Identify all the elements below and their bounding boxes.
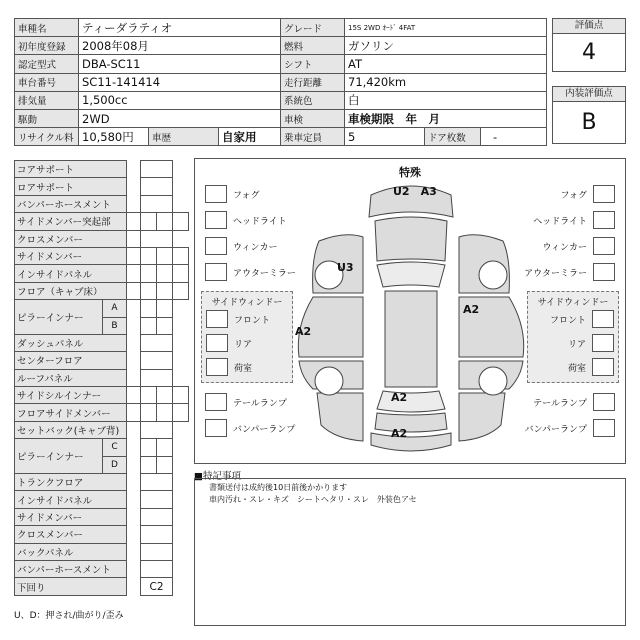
- right-bumper-lamp: バンパーランプ: [525, 419, 615, 437]
- part-label: フロア（キャブ床）: [15, 282, 127, 299]
- car-roof: [385, 291, 437, 387]
- left-bumper-lamp-checkbox[interactable]: [205, 419, 227, 437]
- part-sub-label: B: [103, 317, 127, 334]
- part-label: セットバック(キャブ背): [15, 421, 127, 438]
- part-check-cell[interactable]: [173, 387, 189, 404]
- part-check-cell[interactable]: [173, 247, 189, 264]
- left-winker-checkbox[interactable]: [205, 237, 227, 255]
- parts-row: [15, 195, 189, 212]
- part-check-cell[interactable]: [157, 404, 173, 421]
- part-label: サイドメンバー突起部: [15, 213, 127, 230]
- parts-row: [15, 230, 189, 247]
- parts-row: [15, 369, 189, 386]
- part-check-cell[interactable]: [141, 195, 173, 212]
- part-check-cell[interactable]: [141, 560, 173, 577]
- notes-line-2: 車内汚れ・スレ・キズ シートヘタリ・スレ 外装色アセ: [209, 495, 417, 504]
- label-recycle-fee: リサイクル料: [15, 128, 79, 146]
- part-check-cell[interactable]: [157, 300, 173, 317]
- right-fog-checkbox[interactable]: [593, 185, 615, 203]
- interior-score-label: 内装評価点: [553, 87, 625, 102]
- right-outer-mirror: アウターミラー: [524, 263, 615, 281]
- parts-row: [15, 300, 189, 317]
- value-shift: AT: [345, 55, 547, 73]
- right-bumper-lamp-checkbox[interactable]: [593, 419, 615, 437]
- part-label: サイドメンバー: [15, 247, 127, 264]
- parts-row: [15, 439, 189, 456]
- value-recycle-fee: 10,580円: [79, 128, 149, 146]
- part-sub-label: C: [103, 439, 127, 456]
- right-window-cargo-checkbox[interactable]: [592, 358, 614, 376]
- value-capacity: 5: [345, 128, 425, 146]
- label-fuel: 燃料: [281, 37, 345, 55]
- left-window-front-label: フロント: [234, 315, 271, 326]
- car-right-quarter: [459, 393, 505, 441]
- vehicle-info-table: [14, 18, 547, 146]
- part-label: サイドシルインナー: [15, 387, 127, 404]
- part-check-cell[interactable]: [173, 404, 189, 421]
- parts-row: [15, 334, 189, 351]
- part-check-cell[interactable]: [141, 508, 173, 525]
- left-headlight: ヘッドライト: [205, 211, 287, 229]
- overall-score-value: 4: [582, 40, 596, 65]
- part-check-cell[interactable]: [173, 282, 189, 299]
- car-left-quarter: [317, 393, 363, 441]
- value-drive: 2WD: [79, 109, 281, 127]
- parts-row: [15, 578, 189, 595]
- value-model-code: DBA-SC11: [79, 55, 281, 73]
- right-tail-lamp-checkbox[interactable]: [593, 393, 615, 411]
- part-check-cell[interactable]: [127, 265, 141, 282]
- part-label: ピラーインナー: [15, 300, 103, 335]
- label-chassis-number: 車台番号: [15, 73, 79, 91]
- part-label: トランクフロア: [15, 474, 127, 491]
- parts-row: [15, 265, 189, 282]
- damage-rear-lower: A2: [391, 427, 408, 440]
- parts-row: [15, 491, 189, 508]
- parts-row: [15, 543, 189, 560]
- part-check-cell[interactable]: [127, 247, 141, 264]
- overall-score-label: 評価点: [553, 19, 625, 34]
- left-winker: ウィンカー: [205, 237, 277, 255]
- right-side-window-title: サイドウィンドー: [537, 298, 609, 308]
- damage-front-top: U2 A3: [393, 185, 437, 198]
- part-label: ロアサポート: [15, 178, 127, 195]
- right-fog: フォグ: [560, 185, 615, 203]
- left-fog-checkbox[interactable]: [205, 185, 227, 203]
- label-inspection: 車検: [281, 109, 345, 127]
- right-tail-lamp: テールランプ: [533, 393, 615, 411]
- car-rear-window: [377, 391, 445, 412]
- parts-row: [15, 421, 189, 438]
- left-window-rear-checkbox[interactable]: [206, 334, 228, 352]
- value-inspection: 車検期限 年 月: [345, 109, 547, 127]
- label-model-name: 車種名: [15, 19, 79, 37]
- left-fog: フォグ: [205, 185, 260, 203]
- part-label: ダッシュパネル: [15, 334, 127, 351]
- label-model-code: 認定型式: [15, 55, 79, 73]
- value-grade: 15S 2WD ｵｰﾄﾞ 4FAT: [345, 19, 547, 37]
- part-check-cell[interactable]: [141, 265, 157, 282]
- wheel-rear-left: [315, 367, 343, 395]
- car-diagram: [194, 158, 626, 464]
- wheel-rear-right: [479, 367, 507, 395]
- left-window-cargo-checkbox[interactable]: [206, 358, 228, 376]
- part-check-cell[interactable]: [173, 213, 189, 230]
- part-check-cell[interactable]: [127, 404, 141, 421]
- left-window-rear-label: リア: [234, 339, 253, 350]
- parts-row: [15, 526, 189, 543]
- car-rear-bumper: [371, 433, 451, 451]
- part-check-cell[interactable]: [127, 387, 141, 404]
- value-mileage: 71,420km: [345, 73, 547, 91]
- damage-rear-upper: A2: [391, 391, 408, 404]
- value-history: 自家用: [219, 128, 281, 146]
- part-check-cell[interactable]: [141, 300, 157, 317]
- left-tail-lamp: テールランプ: [205, 393, 287, 411]
- parts-row: [15, 404, 189, 421]
- right-outer-mirror-checkbox[interactable]: [593, 263, 615, 281]
- wheel-front-right: [479, 261, 507, 289]
- damage-right-side: A2: [463, 303, 480, 316]
- part-check-cell[interactable]: [157, 213, 173, 230]
- parts-row: [15, 161, 189, 178]
- parts-row: [15, 282, 189, 299]
- right-winker-checkbox[interactable]: [593, 237, 615, 255]
- car-trunk: [375, 413, 447, 432]
- part-check-cell[interactable]: [141, 474, 173, 491]
- part-label: バックパネル: [15, 543, 127, 560]
- left-window-front-checkbox[interactable]: [206, 310, 228, 328]
- damage-legend: U、D：押され/曲がり/歪み: [14, 611, 124, 621]
- left-headlight-checkbox[interactable]: [205, 211, 227, 229]
- label-shift: シフト: [281, 55, 345, 73]
- parts-row: [15, 247, 189, 264]
- label-mileage: 走行距離: [281, 73, 345, 91]
- value-model-name: ティーダラティオ: [79, 19, 281, 37]
- interior-score-box: [552, 86, 626, 144]
- part-check-cell[interactable]: [127, 213, 141, 230]
- parts-row: [15, 474, 189, 491]
- part-check-cell[interactable]: [141, 491, 173, 508]
- part-label: ピラーインナー: [15, 439, 103, 474]
- part-check-cell[interactable]: [157, 317, 173, 334]
- part-check-cell[interactable]: [157, 456, 173, 473]
- part-check-cell[interactable]: [141, 282, 157, 299]
- label-grade: グレード: [281, 19, 345, 37]
- right-window-front-checkbox[interactable]: [592, 310, 614, 328]
- part-check-cell[interactable]: [141, 334, 173, 351]
- part-check-cell[interactable]: [141, 317, 157, 334]
- part-check-cell[interactable]: [141, 439, 157, 456]
- parts-row: [15, 213, 189, 230]
- part-label: バンパーホースメント: [15, 195, 127, 212]
- label-displacement: 排気量: [15, 91, 79, 109]
- label-color: 系統色: [281, 91, 345, 109]
- part-label: センターフロア: [15, 352, 127, 369]
- part-check-cell[interactable]: [141, 178, 173, 195]
- right-winker: ウィンカー: [543, 237, 615, 255]
- part-check-cell[interactable]: [141, 404, 157, 421]
- parts-row: [15, 508, 189, 525]
- part-check-cell[interactable]: [141, 352, 173, 369]
- value-chassis-number: SC11-141414: [79, 73, 281, 91]
- damage-left-front: U3: [337, 261, 354, 274]
- part-label: バンパーホースメント: [15, 560, 127, 577]
- damage-left-side: A2: [295, 325, 312, 338]
- part-check-cell[interactable]: [141, 421, 173, 438]
- part-check-cell[interactable]: [127, 282, 141, 299]
- part-label: コアサポート: [15, 161, 127, 178]
- part-label: サイドメンバー: [15, 508, 127, 525]
- parts-row: [15, 560, 189, 577]
- right-window-rear-checkbox[interactable]: [592, 334, 614, 352]
- part-check-cell[interactable]: [141, 387, 157, 404]
- part-check-cell[interactable]: [141, 230, 173, 247]
- left-window-cargo-label: 荷室: [234, 363, 253, 374]
- parts-checklist: [14, 160, 189, 596]
- label-doors: ドア枚数: [425, 128, 481, 146]
- part-check-cell[interactable]: [141, 526, 173, 543]
- right-headlight: ヘッドライト: [533, 211, 615, 229]
- part-check-cell[interactable]: [157, 439, 173, 456]
- part-label: 下回り: [15, 578, 127, 595]
- left-outer-mirror: アウターミラー: [205, 263, 296, 281]
- part-check-cell[interactable]: [173, 265, 189, 282]
- part-check-cell[interactable]: [157, 265, 173, 282]
- overall-score-box: [552, 18, 626, 72]
- right-window-cargo-label: 荷室: [567, 363, 586, 374]
- parts-row: [15, 178, 189, 195]
- part-check-cell[interactable]: [141, 161, 173, 178]
- label-first-registration: 初年度登録: [15, 37, 79, 55]
- right-window-rear-label: リア: [567, 339, 586, 350]
- car-hood-center: [375, 217, 447, 261]
- part-check-cell[interactable]: [141, 247, 157, 264]
- part-check-cell[interactable]: [157, 247, 173, 264]
- part-check-cell-value[interactable]: C2: [141, 578, 173, 595]
- part-label: インサイドパネル: [15, 491, 127, 508]
- part-check-cell[interactable]: [141, 369, 173, 386]
- value-fuel: ガソリン: [345, 37, 547, 55]
- parts-row: [15, 352, 189, 369]
- interior-score-value: B: [581, 110, 597, 135]
- notes-title: ■特記事項: [194, 471, 241, 482]
- part-label: インサイドパネル: [15, 265, 127, 282]
- part-sub-label: A: [103, 300, 127, 317]
- label-drive: 駆動: [15, 109, 79, 127]
- parts-row: [15, 387, 189, 404]
- right-side-window-group: [527, 291, 619, 383]
- part-check-cell[interactable]: [141, 456, 157, 473]
- value-doors: -: [481, 128, 547, 146]
- label-history: 車歴: [149, 128, 219, 146]
- part-label: ルーフパネル: [15, 369, 127, 386]
- part-label: クロスメンバー: [15, 526, 127, 543]
- value-color: 白: [345, 91, 547, 109]
- left-tail-lamp-checkbox[interactable]: [205, 393, 227, 411]
- part-check-cell[interactable]: [157, 387, 173, 404]
- left-bumper-lamp: バンパーランプ: [205, 419, 295, 437]
- part-label: フロアサイドメンバー: [15, 404, 127, 421]
- part-check-cell[interactable]: [157, 282, 173, 299]
- part-label: クロスメンバー: [15, 230, 127, 247]
- diagram-title: 特殊: [399, 166, 421, 179]
- part-sub-label: D: [103, 456, 127, 473]
- part-check-cell[interactable]: [141, 543, 173, 560]
- left-outer-mirror-checkbox[interactable]: [205, 263, 227, 281]
- value-displacement: 1,500cc: [79, 91, 281, 109]
- car-windshield: [377, 262, 445, 287]
- right-headlight-checkbox[interactable]: [593, 211, 615, 229]
- left-side-window-title: サイドウィンドー: [211, 298, 283, 308]
- notes-box: [194, 478, 626, 626]
- part-check-cell[interactable]: [141, 213, 157, 230]
- label-capacity: 乗車定員: [281, 128, 345, 146]
- value-first-registration: 2008年08月: [79, 37, 281, 55]
- notes-line-1: 書類送付は成約後10日前後かかります: [209, 483, 348, 492]
- left-side-window-group: [201, 291, 293, 383]
- right-window-front-label: フロント: [549, 315, 586, 326]
